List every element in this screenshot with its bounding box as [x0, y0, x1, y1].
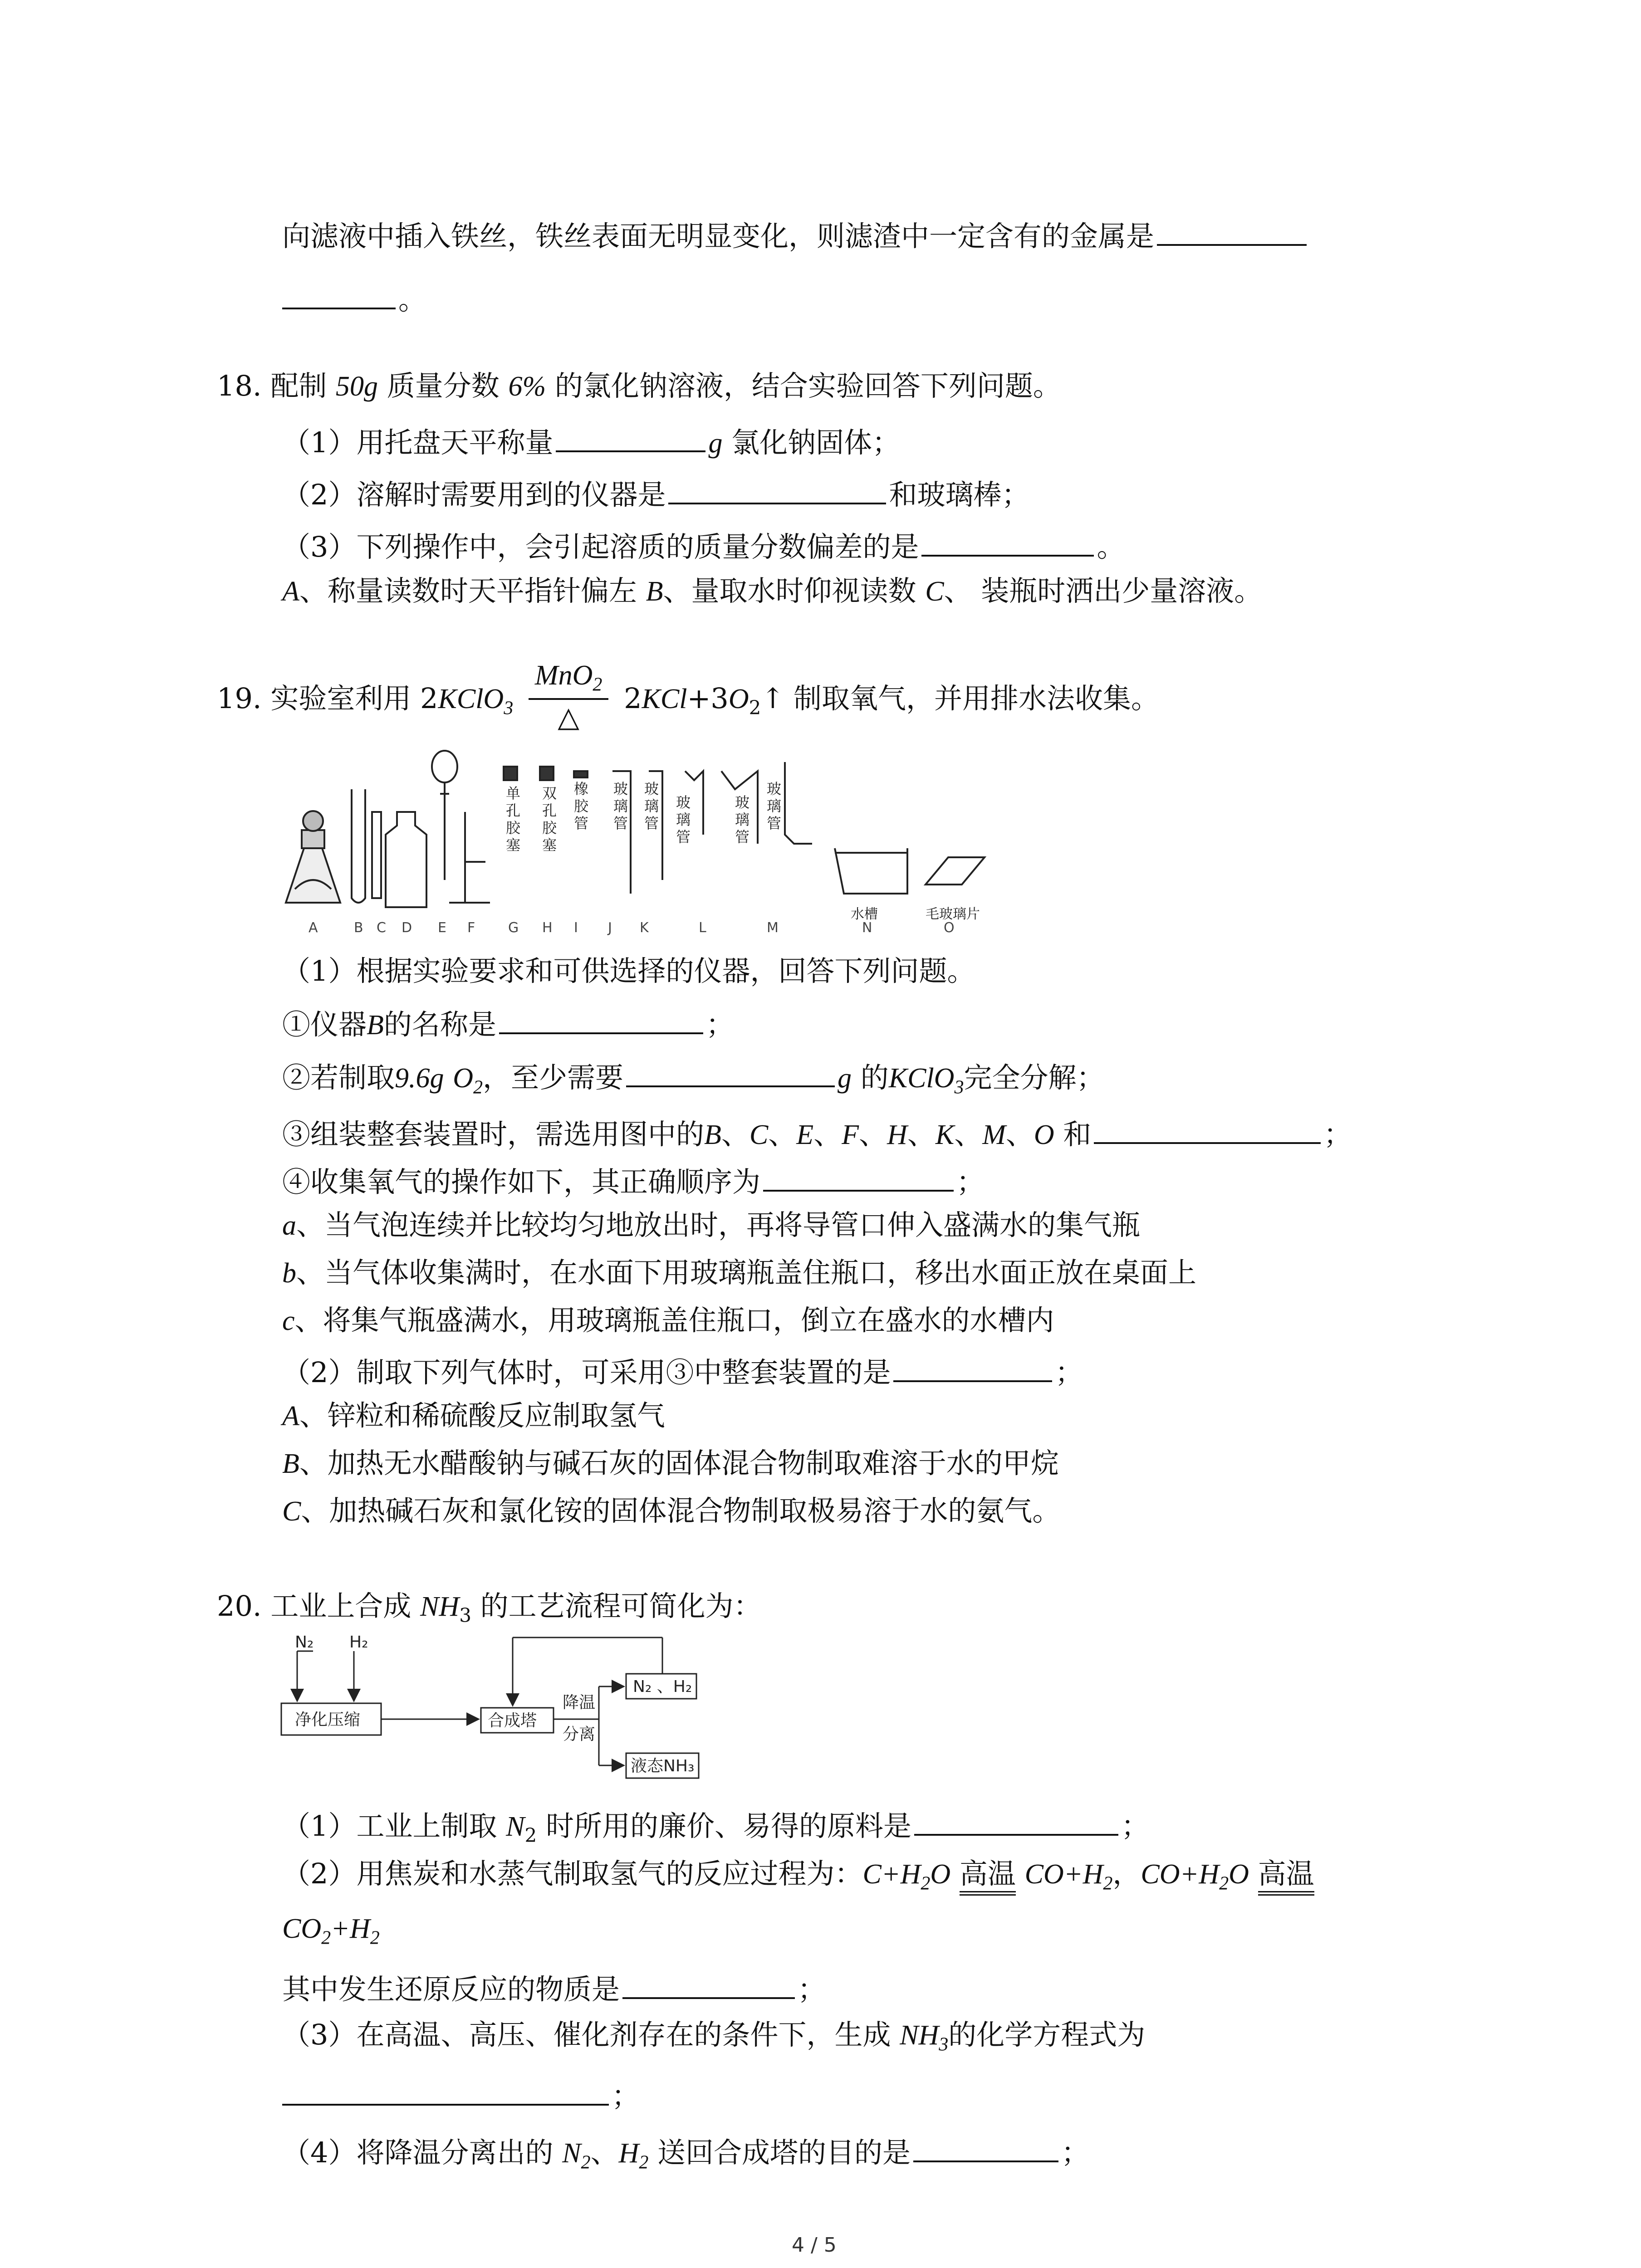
q19-stem: 19. 实验室利用 2KClO$_3$ $\frac{MnO_2}{\triangle}$ $2KCl+3O_2↑$ 制取氧气，并用排水法收集。 [217, 660, 1160, 733]
q18-part2: （2）溶解时需要用到的仪器是 和玻璃棒； [282, 476, 1029, 509]
q20-part3-blank-line: ； [282, 2077, 640, 2110]
q20-part1: （1）工业上制取 $N_2$ 时所用的廉价、易得的原料是 ； [282, 1808, 1149, 1845]
svg-text:N: N [862, 920, 872, 936]
apparatus-f-iron-stand [449, 812, 490, 903]
apparatus-d-gas-bottle [386, 812, 426, 907]
q20-blank1[interactable] [914, 1808, 1118, 1836]
q18-blank1[interactable] [556, 424, 705, 452]
q17-answer-blank-cont[interactable] [282, 281, 396, 309]
q19-part1: （1）根据实验要求和可供选择的仪器，回答下列问题。 [282, 954, 975, 987]
svg-text:J: J [608, 920, 612, 936]
h2-label: H₂ [349, 1633, 368, 1652]
q19-blank3[interactable] [1094, 1116, 1321, 1144]
svg-text:O: O [944, 920, 955, 936]
q20-part3: （3）在高温、高压、催化剂存在的条件下，生成 $NH_3$的化学方程式为 [282, 2018, 1146, 2055]
label-l: 玻璃管 [735, 794, 750, 846]
q18-options: A、称量读数时天平指针偏左 B、量取水时仰视读数 C、 装瓶时洒出少量溶液。 [282, 574, 1263, 607]
q19-option-c: C、加热碱石灰和氯化铵的固体混合物制取极易溶于水的氨气。 [282, 1494, 1061, 1527]
q18-part1: （1）用托盘天平称量 g 氯化钠固体； [282, 424, 900, 457]
q17-line2: 。 [282, 281, 426, 314]
purify-label: 净化压缩 [295, 1711, 361, 1729]
question-number: 19. [217, 682, 262, 715]
q19-blank5[interactable] [893, 1354, 1052, 1382]
question-number: 20. [217, 1589, 262, 1623]
reaction-condition: $\frac{MnO_2}{\triangle}$ [529, 660, 608, 733]
label-n: 水槽 [851, 906, 878, 922]
q18-blank2[interactable] [668, 476, 886, 504]
q20-part2: （2）用焦炭和水蒸气制取氢气的反应过程为：$C+H_2O$ 高温 $CO+H_2$，$CO+H_2O$ 高温 [282, 1860, 1314, 1893]
svg-text:A: A [309, 920, 318, 936]
svg-text:D: D [402, 920, 412, 936]
apparatus-a-alcohol-lamp [286, 811, 340, 903]
q19-option-b: B、加热无水醋酸钠与碱石灰的固体混合物制取难溶于水的甲烷 [282, 1447, 1059, 1480]
apparatus-e-funnel [432, 751, 457, 880]
liquid-label: 液态NH₃ [631, 1757, 695, 1775]
q18-blank3[interactable] [921, 528, 1094, 557]
cool-label: 降温 [563, 1693, 596, 1712]
q19-blank1[interactable] [499, 1006, 703, 1034]
q17-line1: 向滤液中插入铁丝，铁丝表面无明显变化，则滤渣中一定含有的金属是 [282, 218, 1309, 250]
apparatus-o-glass-plate [926, 857, 985, 885]
apparatus-c-bottle [372, 812, 381, 898]
svg-text:F: F [467, 920, 475, 936]
separate-label: 分离 [563, 1725, 596, 1744]
svg-text:H: H [542, 920, 553, 936]
q19-option-a: A、锌粒和稀硫酸反应制取氢气 [282, 1399, 665, 1432]
q19-c1: ①仪器B的名称是 ； [282, 1006, 734, 1039]
q19-step-a: a、当气泡连续并比较均匀地放出时，再将导管口伸入盛满水的集气瓶 [282, 1208, 1141, 1242]
q19-blank2[interactable] [626, 1059, 835, 1087]
label-o: 毛玻璃片 [926, 906, 980, 922]
q18-part3: （3）下列操作中，会引起溶质的质量分数偏差的是 。 [282, 528, 1125, 561]
n2-label: N₂ [295, 1633, 314, 1652]
svg-text:M: M [767, 920, 779, 936]
svg-text:G: G [508, 920, 519, 936]
q20-part4: （4）将降温分离出的 $N_2$、$H_2$ 送回合成塔的目的是 ； [282, 2134, 1089, 2172]
page-number: 4 / 5 [792, 2234, 837, 2257]
q19-step-c: c、将集气瓶盛满水，用玻璃瓶盖住瓶口，倒立在盛水的水槽内 [282, 1304, 1054, 1337]
apparatus-b-test-tube [352, 789, 365, 903]
label-m: 玻璃管 [767, 780, 782, 832]
label-h: 橡胶管 [574, 780, 589, 832]
label-i: 玻璃管 [613, 780, 628, 832]
q20-stem: 20. 工业上合成 $NH_3$ 的工艺流程可简化为： [217, 1589, 762, 1627]
apparatus-figure [277, 744, 980, 936]
q20-blank2[interactable] [622, 1971, 795, 1999]
q19-blank4[interactable] [763, 1163, 954, 1192]
apparatus-n-water-trough [835, 848, 907, 894]
svg-text:C: C [377, 920, 386, 936]
q20-part2-question: 其中发生还原反应的物质是 ； [282, 1971, 826, 2004]
q20-part2-cont: $CO_2+H_2$ [282, 1913, 380, 1949]
svg-text:E: E [438, 920, 446, 936]
label-f: 单孔胶塞 [506, 785, 521, 854]
tower-label: 合成塔 [488, 1711, 537, 1730]
svg-text:L: L [699, 920, 706, 936]
q19-c2: ②若制取9.6g $O_2$，至少需要 g 的KClO$_3$完全分解； [282, 1059, 1104, 1097]
svg-text:B: B [354, 920, 363, 936]
q19-c3: ③组装整套装置时，需选用图中的B、C、E、F、H、K、M、O 和 ； [282, 1116, 1352, 1149]
svg-text:I: I [574, 920, 578, 936]
q17-answer-blank[interactable] [1157, 218, 1307, 246]
q20-blank4[interactable] [913, 2134, 1058, 2162]
q19-part2: （2）制取下列气体时，可采用③中整套装置的是 ； [282, 1354, 1083, 1387]
recycle-label: N₂ 、H₂ [633, 1677, 692, 1696]
q19-c4: ④收集氧气的操作如下，其正确顺序为 ； [282, 1163, 985, 1196]
q19-step-b: b、当气体收集满时，在水面下用玻璃瓶盖住瓶口，移出水面正放在桌面上 [282, 1256, 1197, 1289]
svg-text:K: K [640, 920, 649, 936]
question-number: 18. [217, 369, 262, 402]
label-g: 双孔胶塞 [542, 785, 557, 854]
nh3-process-flow [281, 1633, 735, 1783]
label-k: 玻璃管 [676, 794, 691, 846]
q20-blank3[interactable] [282, 2077, 609, 2106]
label-j: 玻璃管 [644, 780, 659, 832]
q18-stem: 18. 配制 50g 质量分数 6% 的氯化钠溶液，结合实验回答下列问题。 [217, 369, 1061, 402]
